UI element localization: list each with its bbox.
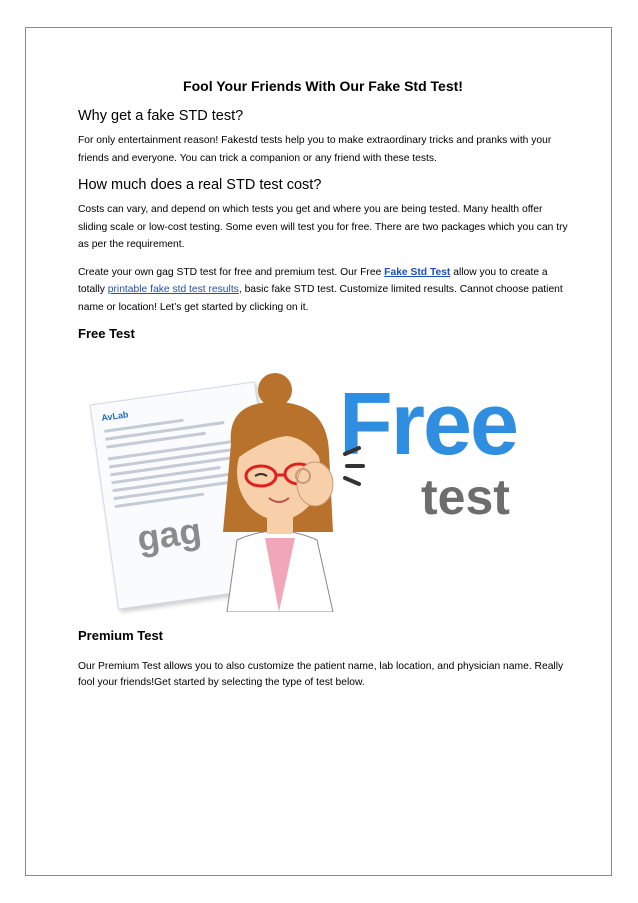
doctor-mascot-image xyxy=(217,372,367,612)
section-body-cost: Costs can vary, and depend on which tests you get and where you are being tested. Many health offer sliding scale or low-cost testing. Some even will test you for free. There are two packages which you can try as per the requirement. xyxy=(78,204,568,250)
free-word: Free xyxy=(339,374,517,473)
section-body-why: For only entertainment reason! Fakestd tests help you to make extraordinary tricks and pranks with your friends and everyone. You can trick a companion or any friend with these tests. xyxy=(78,135,552,164)
report-logo: AvLab xyxy=(100,409,130,424)
document-title: Fool Your Friends With Our Fake Std Test! xyxy=(183,78,463,94)
free-test-heading: Free Test xyxy=(78,326,135,341)
printable-results-link[interactable]: printable fake std test results xyxy=(107,284,239,295)
document-content xyxy=(78,78,568,341)
fake-std-test-link[interactable]: Fake Std Test xyxy=(384,266,451,278)
create-text-3: , basic fake STD test. Customize limited results. Cannot choose patient name or location! Let’s get started by clicking on it. xyxy=(78,284,563,313)
test-word: test xyxy=(421,469,510,525)
free-test-illustration xyxy=(95,372,565,612)
gag-stamp: gag xyxy=(134,509,204,560)
create-text-1: Create your own gag STD test for free and premium test. Our Free xyxy=(78,266,385,278)
premium-test-heading: Premium Test xyxy=(78,628,164,643)
create-text-2: allow you to create a totally xyxy=(78,266,548,295)
section-body-create xyxy=(78,264,568,317)
section-heading-cost: How much does a real STD test cost? xyxy=(78,177,322,193)
premium-test-body: Our Premium Test allows you to also customize the patient name, lab location, and physician name. Really fool your friends!Get started by selecting the type of test below. xyxy=(78,661,564,688)
section-heading-why: Why get a fake STD test? xyxy=(78,108,244,124)
premium-section xyxy=(78,628,568,701)
